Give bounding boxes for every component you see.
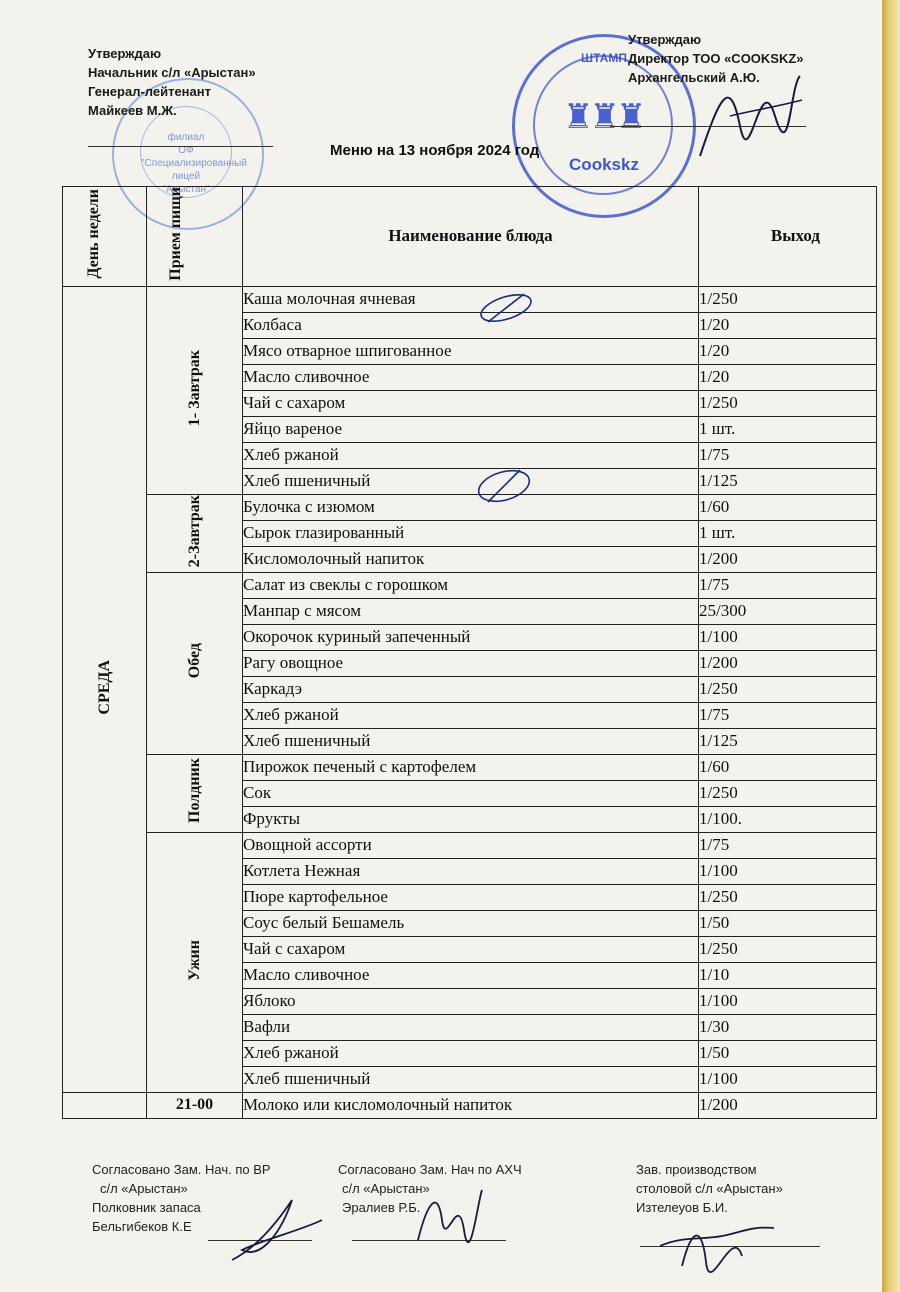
approval-name: Архангельский А.Ю. (628, 70, 760, 85)
dish-output: 1/75 (699, 832, 877, 858)
day-cell (63, 286, 147, 1092)
dish-output: 1/100 (699, 988, 877, 1014)
dish-output: 1/250 (699, 884, 877, 910)
dish-output: 1/250 (699, 676, 877, 702)
stamp-text-line: лицей (171, 171, 201, 182)
agreement-line: Зав. производством (636, 1162, 757, 1177)
dish-name: Окорочок куриный запеченный (243, 624, 699, 650)
dish-output: 1/20 (699, 364, 877, 390)
dish-name: Молоко или кисломолочный напиток (243, 1092, 699, 1118)
agreement-line: с/л «Арыстан» (342, 1181, 430, 1196)
dish-name: Хлеб пшеничный (243, 1066, 699, 1092)
approval-left (88, 44, 256, 120)
dish-name: Масло сливочное (243, 364, 699, 390)
dish-name: Масло сливочное (243, 962, 699, 988)
stamp-text-line: "Арыстан" (162, 184, 210, 195)
dish-output: 1/100 (699, 858, 877, 884)
dish-name: Вафли (243, 1014, 699, 1040)
initials-mark (468, 462, 538, 508)
dish-name: Пирожок печеный с картофелем (243, 754, 699, 780)
agreement-line: столовой с/л «Арыстан» (636, 1181, 783, 1196)
dish-name: Салат из свеклы с горошком (243, 572, 699, 598)
dish-output: 1/20 (699, 338, 877, 364)
signature-line-left (88, 146, 273, 147)
dish-name: Сырок глазированный (243, 520, 699, 546)
dish-name: Фрукты (243, 806, 699, 832)
dish-name: Манпар с мясом (243, 598, 699, 624)
stamp-brand: Cookskz (569, 155, 639, 174)
header-day: День недели (63, 187, 147, 287)
dish-output: 1/100 (699, 624, 877, 650)
dish-output: 1 шт. (699, 416, 877, 442)
meal-label: Полдник (186, 758, 203, 824)
stamp-top-label: ШТАМП (581, 51, 627, 65)
meal-cell (147, 572, 243, 754)
dish-output: 1/250 (699, 780, 877, 806)
approval-rank: Генерал-лейтенант (88, 84, 211, 99)
signature-3 (652, 1206, 782, 1278)
agreement-line: с/л «Арыстан» (100, 1181, 188, 1196)
dish-name: Чай с сахаром (243, 390, 699, 416)
dish-output: 1/250 (699, 286, 877, 312)
dish-name: Хлеб ржаной (243, 702, 699, 728)
agreement-line: Согласовано Зам. Нач. по ВР (92, 1162, 271, 1177)
dish-name: Каркадэ (243, 676, 699, 702)
dish-name: Мясо отварное шпигованное (243, 338, 699, 364)
stamp-text-line: "Специализированный (141, 158, 247, 169)
approval-name: Майкеев М.Ж. (88, 103, 177, 118)
dish-name: Пюре картофельное (243, 884, 699, 910)
dish-name: Кисломолочный напиток (243, 546, 699, 572)
dish-output: 1/75 (699, 572, 877, 598)
dish-name: Соус белый Бешамель (243, 910, 699, 936)
table-row-late (63, 1092, 877, 1118)
meal-cell (147, 286, 243, 494)
dish-output: 1/30 (699, 1014, 877, 1040)
meal-cell (147, 754, 243, 832)
dish-name: Хлеб пшеничный (243, 468, 699, 494)
header-output: Выход (699, 187, 877, 287)
agreement-name: Изтелеуов Б.И. (636, 1200, 728, 1215)
dish-output: 1/60 (699, 754, 877, 780)
meal-label: Ужин (186, 939, 203, 981)
dish-output: 1/100. (699, 806, 877, 832)
meal-cell (147, 832, 243, 1092)
header-meal: Прием пищи (147, 187, 243, 287)
agreement-name: Бельгибеков К.Е (92, 1219, 192, 1234)
header-row (63, 187, 877, 287)
dish-output: 1/200 (699, 546, 877, 572)
dish-output: 1/100 (699, 1066, 877, 1092)
table-row (63, 832, 877, 858)
dish-name: Яблоко (243, 988, 699, 1014)
dish-output: 1 шт. (699, 520, 877, 546)
dish-output: 1/250 (699, 390, 877, 416)
approval-position: Начальник с/л «Арыстан» (88, 65, 256, 80)
meal-cell (147, 494, 243, 572)
dish-output: 1/125 (699, 468, 877, 494)
approval-heading: Утверждаю (88, 46, 162, 61)
table-row (63, 754, 877, 780)
dish-name: Сок (243, 780, 699, 806)
dish-name: Колбаса (243, 312, 699, 338)
dish-output: 1/50 (699, 1040, 877, 1066)
stamp-text-line: филиал (167, 132, 205, 143)
dish-output: 1/200 (699, 650, 877, 676)
day-label: СРЕДА (96, 659, 113, 715)
meal-label: 1- Завтрак (186, 349, 203, 426)
dish-output: 1/250 (699, 936, 877, 962)
signature-1 (222, 1190, 332, 1270)
meal-label: 2-Завтрак (186, 494, 203, 567)
dish-output: 1/75 (699, 442, 877, 468)
agreement-line: Согласовано Зам. Нач по АХЧ (338, 1162, 522, 1177)
initials-mark (470, 288, 540, 328)
stamp-text-line: ОФ (178, 145, 194, 156)
late-time: 21-00 (147, 1092, 243, 1118)
page-edge (882, 0, 900, 1292)
agreement-name: Эралиев Р.Б. (342, 1200, 421, 1215)
dish-name: Хлеб ржаной (243, 442, 699, 468)
dish-output: 1/125 (699, 728, 877, 754)
dish-output: 1/60 (699, 494, 877, 520)
director-signature (690, 56, 810, 176)
dish-name: Каша молочная ячневая (243, 286, 699, 312)
dish-output: 1/75 (699, 702, 877, 728)
header-dish: Наименование блюда (243, 187, 699, 287)
meal-label: Обед (186, 643, 203, 679)
dish-output: 1/10 (699, 962, 877, 988)
dish-output: 1/50 (699, 910, 877, 936)
page-title: Меню на 13 ноября 2024 год (330, 142, 540, 159)
agreement-line: Полковник запаса (92, 1200, 201, 1215)
dish-name: Овощной ассорти (243, 832, 699, 858)
dish-name: Рагу овощное (243, 650, 699, 676)
dish-name: Чай с сахаром (243, 936, 699, 962)
dish-output: 1/200 (699, 1092, 877, 1118)
dish-output: 25/300 (699, 598, 877, 624)
table-row (63, 572, 877, 598)
approval-heading: Утверждаю (628, 32, 702, 47)
approval-position: Директор ТОО «COOKSKZ» (628, 51, 804, 66)
dish-name: Хлеб пшеничный (243, 728, 699, 754)
dish-name: Котлета Нежная (243, 858, 699, 884)
dish-name: Яйцо вареное (243, 416, 699, 442)
empty-cell (63, 1092, 147, 1118)
dish-name: Хлеб ржаной (243, 1040, 699, 1066)
dish-name: Булочка с изюмом (243, 494, 699, 520)
dish-output: 1/20 (699, 312, 877, 338)
signature-2 (408, 1180, 488, 1250)
chef-hats-icon: ♜♜♜ (563, 98, 643, 136)
